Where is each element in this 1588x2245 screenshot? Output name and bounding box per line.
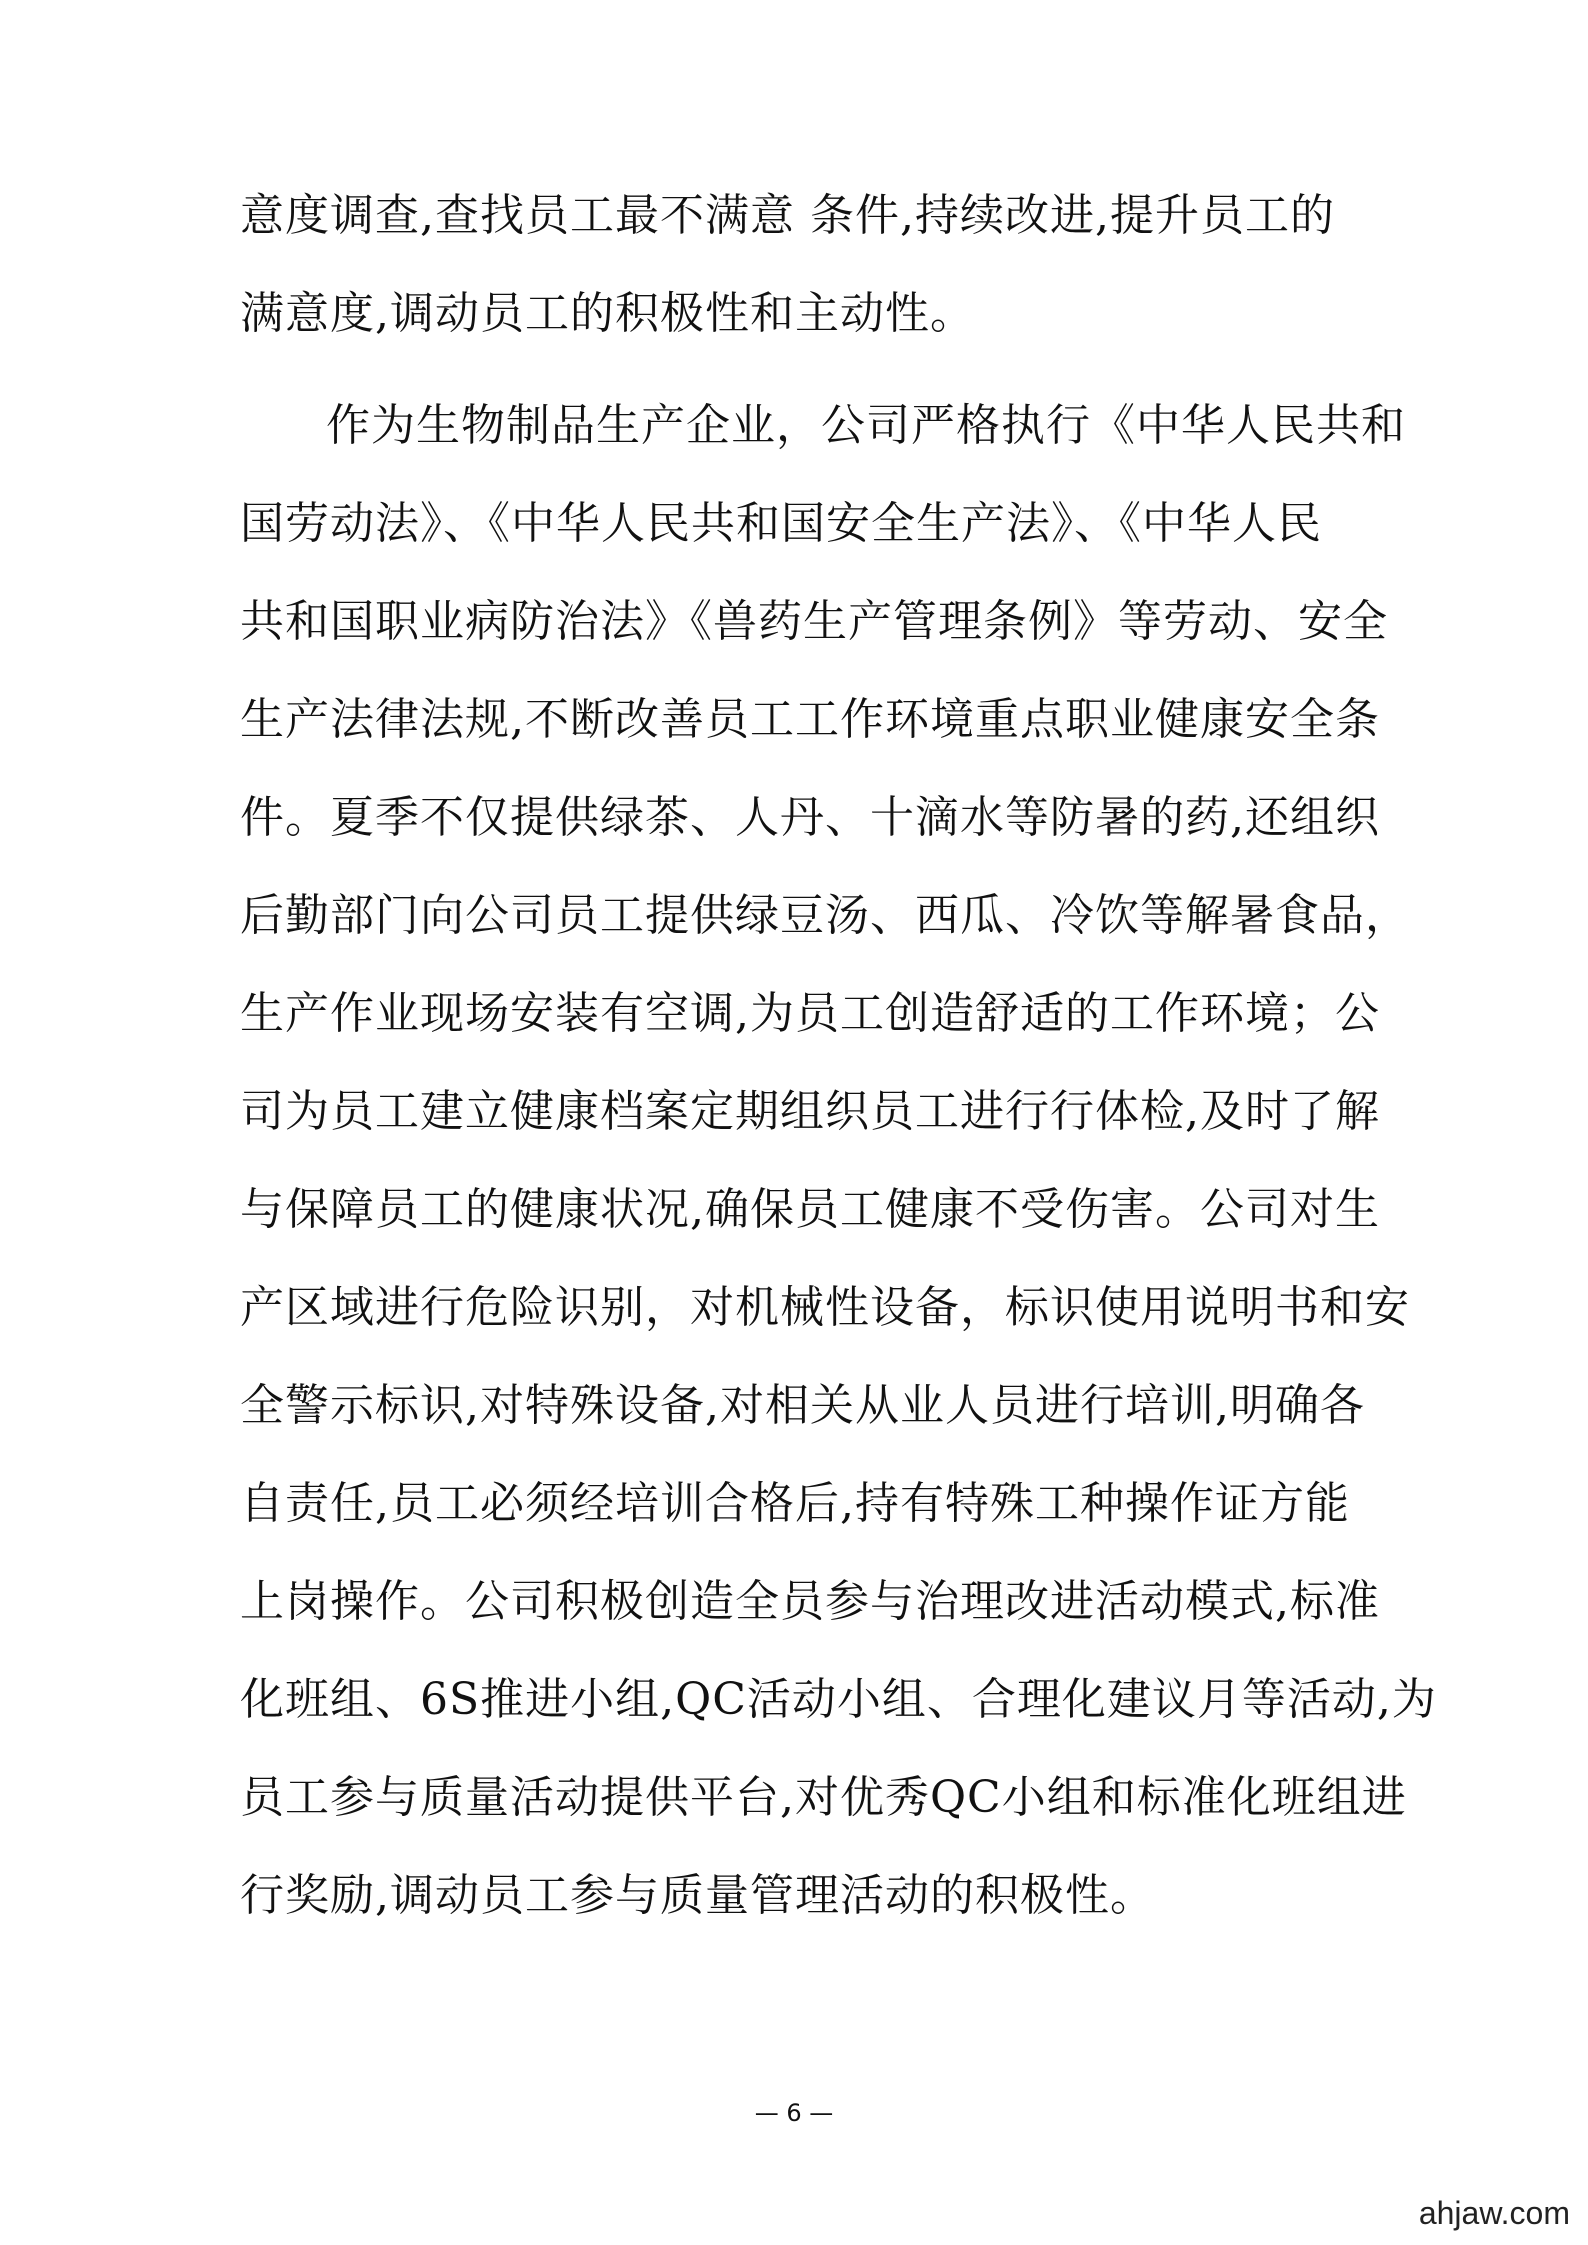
text-line-8: 后勤部门向公司员工提供绿豆汤、西瓜、冷饮等解暑食品，	[240, 890, 1410, 941]
text-line-11: 与保障员工的健康状况,确保员工健康不受伤害。公司对生	[240, 1184, 1380, 1235]
text-line-1: 意度调查,查找员工最不满意 条件,持续改进,提升员工的	[240, 190, 1335, 241]
text-line-17: 员工参与质量活动提供平台,对优秀QC小组和标准化班组进	[240, 1772, 1407, 1823]
text-line-13: 全警示标识,对特殊设备,对相关从业人员进行培训,明确各	[240, 1380, 1365, 1431]
site-watermark: ahjaw.com	[1418, 2195, 1570, 2231]
text-line-12: 产区域进行危险识别，对机械性设备，标识使用说明书和安	[240, 1282, 1410, 1333]
text-line-15: 上岗操作。公司积极创造全员参与治理改进活动模式,标准	[240, 1576, 1380, 1627]
text-line-5: 共和国职业病防治法》《兽药生产管理条例》等劳动、安全	[240, 596, 1388, 647]
text-line-10: 司为员工建立健康档案定期组织员工进行行体检,及时了解	[240, 1086, 1380, 1137]
text-line-6: 生产法律法规,不断改善员工工作环境重点职业健康安全条	[240, 694, 1380, 745]
text-line-14: 自责任,员工必须经培训合格后,持有特殊工种操作证方能	[240, 1478, 1350, 1529]
text-line-7: 件。夏季不仅提供绿茶、人丹、十滴水等防暑的药,还组织	[240, 792, 1380, 843]
text-line-3: 作为生物制品生产企业，公司严格执行《中华人民共和	[326, 400, 1406, 451]
text-line-9: 生产作业现场安装有空调,为员工创造舒适的工作环境；公	[240, 988, 1380, 1039]
text-line-4: 国劳动法》、《中华人民共和国安全生产法》、《中华人民	[240, 498, 1322, 549]
page-number: — 6 —	[754, 2099, 834, 2127]
text-line-2: 满意度,调动员工的积极性和主动性。	[240, 288, 975, 339]
text-line-18: 行奖励,调动员工参与质量管理活动的积极性。	[240, 1870, 1155, 1921]
text-line-16: 化班组、6S推进小组,QC活动小组、合理化建议月等活动,为	[240, 1674, 1437, 1725]
